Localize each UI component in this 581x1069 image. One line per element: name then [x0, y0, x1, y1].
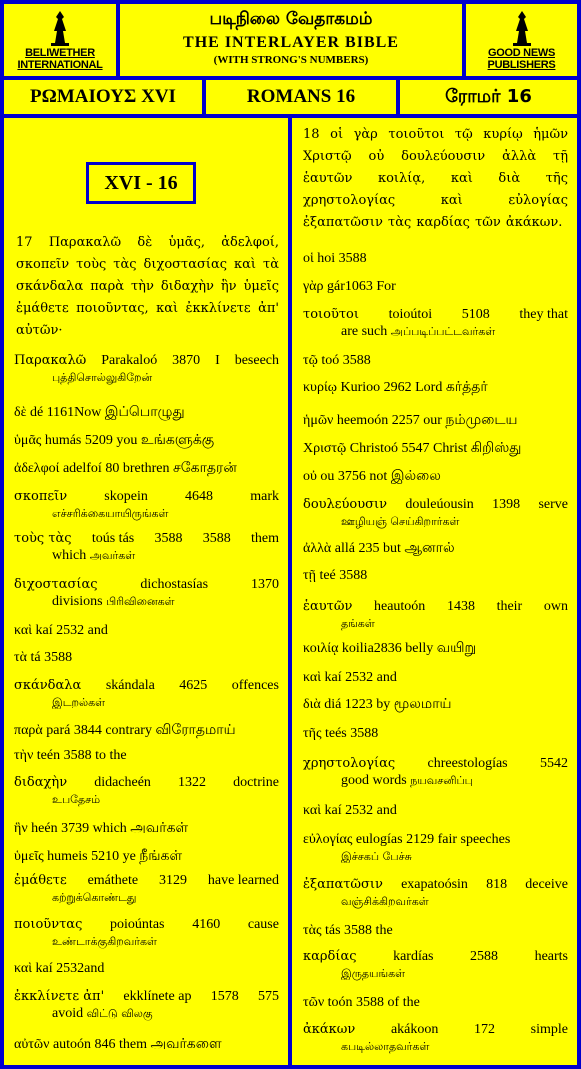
word-entry: τῶν toón 3588 of the: [303, 995, 420, 1010]
word-entry: [14, 486, 279, 507]
word-entry-tamil: தங்கள்: [341, 617, 375, 630]
word-entry-token: offences: [231, 678, 279, 693]
word-entry-tamil: புத்திசொல்லுகிறேன்: [52, 371, 153, 384]
word-entry-gloss: [52, 935, 157, 949]
word-entry-token: 3588: [202, 531, 231, 546]
word-entry-tamil: வஞ்சிக்கிறவர்கள்: [341, 895, 429, 908]
word-entry-token: Parakaloó: [101, 353, 158, 368]
word-entry-token: ἐξαπατῶσιν: [303, 877, 383, 892]
word-entry: ὑμεῖς humeis 5210 ye நீங்கள்: [14, 849, 183, 864]
verse-18-text: 18 οἱ γὰρ τοιοῦτοι τῷ κυρίῳ ἡμῶν Χριστῷ οὐ δουλεύουσιν ἀλλὰ τῇ ἑαυτῶν κοιλίᾳ, καὶ διὰ τῆς χρηστολογίας καὶ εὐλογίας ἐξαπατῶσιν τὰς καρδίας τῶν ἀκάκων.: [303, 127, 568, 230]
word-entry: εὐλογίας eulogías 2129 fair speeches: [303, 832, 511, 847]
word-entry: ἀδελφοί adelfoí 80 brethren சகோதரன்: [14, 461, 237, 476]
word-entry-token: ἀκάκων: [303, 1022, 356, 1037]
word-entry-token: τοὺς τὰς: [14, 531, 72, 546]
word-entry-token: 5108: [461, 307, 490, 322]
word-entry-tamil: அவர்கள்: [89, 549, 136, 562]
word-entry-token: mark: [250, 489, 279, 504]
word-entry-english: which: [52, 548, 90, 563]
word-entry-gloss: [341, 617, 375, 631]
word-entry-token: they that: [519, 307, 568, 322]
english-title: THE INTERLAYER BIBLE: [183, 34, 399, 51]
word-entry-token: 2588: [470, 949, 499, 964]
word-entry-gloss: [341, 325, 495, 339]
word-entry-token: hearts: [534, 949, 568, 964]
word-entry: τὰ tá 3588: [14, 650, 73, 665]
word-entry-gloss: [341, 967, 405, 981]
greek-book-title: ΡΩΜΑΙΟΥΣ XVI: [4, 80, 202, 114]
word-entry-tamil: இடறல்கள்: [52, 696, 106, 709]
word-entry-token: cause: [247, 917, 279, 932]
word-entry-token: 1398: [492, 497, 521, 512]
word-entry-english: good words: [341, 773, 411, 788]
word-entry: ὑμᾶς humás 5209 you உங்களுக்கு: [14, 433, 215, 448]
word-entry: [303, 874, 568, 895]
word-entry-gloss: [52, 595, 175, 609]
word-entry-tamil: அப்படிப்பட்டவர்கள்: [390, 325, 496, 338]
word-entry-tamil: விட்டு விலகு: [86, 1007, 153, 1020]
word-entry-english: avoid: [52, 1006, 87, 1021]
word-entry-gloss: [52, 549, 135, 563]
word-entry-token: I: [215, 353, 220, 368]
word-entry: παρὰ pará 3844 contrary விரோதமாய்: [14, 723, 236, 738]
word-entry-gloss: [341, 895, 429, 909]
word-entry: [14, 772, 279, 793]
word-entry-gloss: [341, 1040, 429, 1054]
logo-figure-icon: [511, 9, 533, 47]
word-entry: καὶ kaí 2532and: [14, 961, 105, 976]
verse-17-text: 17 Παρακαλῶ δὲ ὑμᾶς, ἀδελφοί, σκοπεῖν τοὺς τὰς διχοστασίας καὶ τὰ σκάνδαλα παρὰ τὴν διδαχὴν ἣν ὑμεῖς ἐμάθετε ποιοῦντας, καὶ ἐκκλίνετε ἀπ' αὐτῶν·: [16, 235, 279, 338]
word-entry-gloss: [52, 507, 168, 521]
word-entry: [303, 1019, 568, 1040]
word-entry: δὲ dé 1161Now இப்பொழுது: [14, 405, 185, 420]
word-entry-token: 4648: [185, 489, 214, 504]
word-entry: διὰ diá 1223 by மூலமாய்: [303, 697, 452, 712]
tamil-book-title: ரோமர் 16: [400, 80, 577, 114]
word-entry-token: skopein: [104, 489, 148, 504]
english-book-title: ROMANS 16: [206, 80, 396, 114]
word-entry-tamil: கபடில்லாதவர்கள்: [341, 1040, 430, 1053]
word-entry-token: chreestologías: [427, 756, 508, 771]
word-entry: τῆς teés 3588: [303, 726, 379, 741]
subtitle: (WITH STRONG'S NUMBERS): [213, 54, 369, 66]
word-entry-token: 3588: [154, 531, 183, 546]
word-entry-token: 1370: [250, 577, 279, 592]
word-entry-token: διδαχὴν: [14, 775, 68, 790]
word-entry: αὐτῶν autoón 846 them அவர்களை: [14, 1037, 222, 1052]
word-entry: [303, 596, 568, 617]
word-entry-token: σκοπεῖν: [14, 489, 68, 504]
word-entry-token: didacheén: [94, 775, 151, 790]
word-entry: [14, 675, 279, 696]
word-entry: οἱ hoi 3588: [303, 251, 367, 266]
word-entry: καὶ kaí 2532 and: [14, 623, 108, 638]
word-entry-tamil: எச்சரிக்கையாயிருங்கள்: [52, 507, 169, 520]
word-entry: ἀλλὰ allá 235 but ஆனால்: [303, 541, 455, 556]
word-entry-tamil: உபதேசம்: [52, 793, 101, 806]
word-entry-token: emáthete: [87, 873, 139, 888]
word-entry-token: doctrine: [233, 775, 279, 790]
word-entry-token: σκάνδαλα: [14, 678, 82, 693]
word-entry-token: douleúousin: [405, 497, 474, 512]
word-entry-token: ποιοῦντας: [14, 917, 83, 932]
word-entry-token: τοιοῦτοι: [303, 307, 359, 322]
word-entry-token: δουλεύουσιν: [303, 497, 388, 512]
word-entry: καὶ kaí 2532 and: [303, 803, 397, 818]
word-entry-token: 3870: [172, 353, 201, 368]
word-entry: [303, 494, 568, 515]
word-entry: [303, 946, 568, 967]
word-entry-token: 1438: [446, 599, 475, 614]
word-entry-token: own: [543, 599, 568, 614]
word-entry-token: ἑαυτῶν: [303, 599, 353, 614]
word-entry-tamil: இருதயங்கள்: [341, 967, 406, 980]
word-entry: [303, 753, 568, 774]
word-entry-token: akákoon: [390, 1022, 439, 1037]
word-entry-gloss: [52, 891, 136, 905]
word-entry: τὰς tás 3588 the: [303, 923, 393, 938]
word-entry-token: 1322: [178, 775, 207, 790]
word-entry-token: 5542: [539, 756, 568, 771]
word-entry-tamil: பிரிவினைகள்: [106, 595, 175, 608]
word-entry-gloss: [52, 793, 100, 807]
word-entry-token: heautoón: [373, 599, 426, 614]
tamil-title: படிநிலை வேதாகமம்: [209, 9, 373, 29]
word-entry-token: simple: [530, 1022, 568, 1037]
word-entry-tamil: கற்றுக்கொண்டது: [52, 891, 137, 904]
word-entry-english: divisions: [52, 594, 107, 609]
word-entry-tamil: ஊழியஞ் செய்கிறார்கள்: [341, 515, 460, 528]
word-entry-token: poioúntas: [110, 917, 165, 932]
word-entry-token: dichostasías: [140, 577, 209, 592]
word-entry: [303, 304, 568, 325]
word-entry-gloss: [341, 774, 473, 788]
word-entry-gloss: [52, 696, 105, 710]
word-entry-token: toioútoi: [388, 307, 433, 322]
word-entry-token: χρηστολογίας: [303, 756, 396, 771]
word-entry: κοιλίᾳ koilia2836 belly வயிறு: [303, 641, 477, 656]
word-entry-token: their: [496, 599, 523, 614]
word-entry-token: 172: [474, 1022, 495, 1037]
word-entry-token: καρδίας: [303, 949, 357, 964]
chapter-label: XVI - 16: [86, 162, 196, 204]
word-entry: καὶ kaí 2532 and: [303, 670, 397, 685]
beliwether-logo: [4, 4, 116, 76]
word-entry-token: 575: [257, 989, 279, 1004]
word-entry-token: exapatoósin: [401, 877, 468, 892]
good-news-logo: [466, 4, 577, 76]
word-entry: τὴν teén 3588 to the: [14, 748, 127, 763]
word-entry-tamil: உண்டாக்குகிறவர்கள்: [52, 935, 157, 948]
word-entry-token: beseech: [234, 353, 279, 368]
word-entry-token: ἐκκλίνετε ἀπ': [14, 989, 105, 1004]
word-entry: γὰρ gár1063 For: [303, 279, 396, 294]
word-entry-english: are such: [341, 324, 391, 339]
word-entry-token: 4160: [192, 917, 221, 932]
word-entry: ἣν heén 3739 which அவர்கள்: [14, 821, 189, 836]
word-entry-token: διχοστασίας: [14, 577, 98, 592]
word-entry: [14, 986, 279, 1007]
word-entry-gloss: [52, 371, 152, 385]
word-entry-token: have learned: [207, 873, 279, 888]
word-entry-token: 3129: [158, 873, 187, 888]
word-entry-token: deceive: [525, 877, 568, 892]
word-entry: [14, 870, 279, 891]
word-entry-token: serve: [538, 497, 568, 512]
word-entry-token: kardías: [393, 949, 434, 964]
word-entry: Χριστῷ Christoó 5547 Christ கிறிஸ்து: [303, 441, 522, 456]
word-entry: [14, 528, 279, 549]
word-entry: [14, 914, 279, 935]
word-entry-token: Παρακαλῶ: [14, 353, 87, 368]
word-entry-tamil: இச்சகப் பேச்சு: [341, 850, 412, 863]
word-entry-token: 818: [486, 877, 508, 892]
word-entry: τῇ teé 3588: [303, 568, 368, 583]
word-entry-token: ekklínete ap: [123, 989, 192, 1004]
word-entry-token: skándala: [105, 678, 155, 693]
word-entry: [14, 350, 279, 371]
right-logo-text: GOOD NEWS PUBLISHERS: [487, 47, 556, 71]
word-entry: κυρίῳ Kurioo 2962 Lord கர்த்தர்: [303, 380, 488, 395]
logo-figure-icon: [49, 9, 71, 47]
word-entry-token: 1578: [210, 989, 239, 1004]
word-entry-token: them: [250, 531, 279, 546]
word-entry: ἡμῶν heemoón 2257 our நம்முடைய: [303, 413, 518, 428]
left-logo-text: BELIWETHER INTERNATIONAL: [17, 47, 103, 71]
word-entry-token: 4625: [179, 678, 208, 693]
word-entry-token: toús tás: [91, 531, 135, 546]
word-entry-gloss: [52, 1007, 153, 1021]
word-entry-gloss: [341, 515, 459, 529]
word-entry-token: ἐμάθετε: [14, 873, 67, 888]
word-entry: τῷ toó 3588: [303, 353, 371, 368]
word-entry-tamil: நயவசனிப்பு: [410, 774, 473, 787]
word-entry: οὐ ou 3756 not இல்லை: [303, 469, 441, 484]
word-entry: [14, 574, 279, 595]
title-block: [120, 4, 462, 76]
